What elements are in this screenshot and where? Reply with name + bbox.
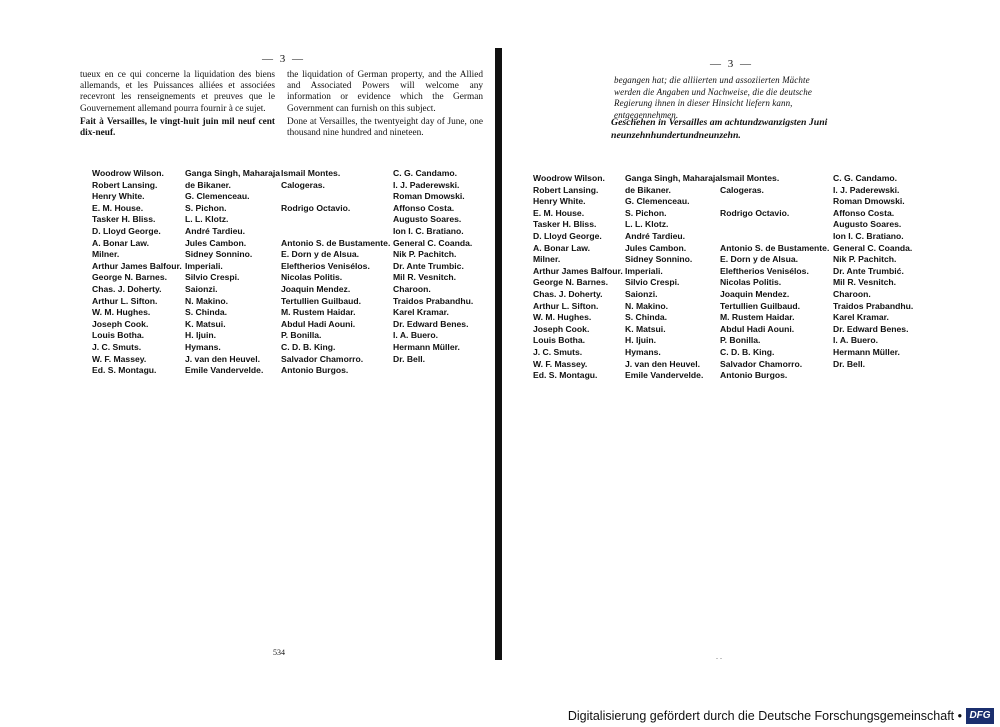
signatory-name: General C. Coanda.	[833, 242, 913, 253]
signatory-name: L. L. Klotz.	[185, 214, 229, 225]
signatory-name: Henry White.	[92, 191, 145, 202]
signatory-name: Jules Cambon.	[625, 242, 687, 253]
signatory-name: Antonio S. de Bustamente.	[281, 237, 391, 248]
signatory-name: Henry White.	[533, 196, 586, 207]
signatory-name: N. Makino.	[625, 300, 668, 311]
signatory-name: Tertullien Guilbaud.	[720, 300, 801, 311]
signatory-name: Robert Lansing.	[533, 184, 599, 195]
signatory-name: J. van den Heuvel.	[185, 353, 260, 364]
signatory-name: Dr. Edward Benes.	[833, 323, 909, 334]
signatory-name: Louis Botha.	[92, 330, 145, 341]
right-signatories-col-1	[533, 173, 623, 382]
signatory-name: Louis Botha.	[533, 335, 586, 346]
signatory-name: Salvador Chamorro.	[281, 353, 364, 364]
signatory-name: Milner.	[533, 254, 561, 265]
signatory-name: Robert Lansing.	[92, 179, 158, 190]
signatory-name: Antonio Burgos.	[281, 365, 349, 376]
left-page-number: — 3 —	[262, 53, 305, 65]
signatory-name: Silvio Crespi.	[625, 277, 680, 288]
signatory-name: Affonso Costa.	[393, 202, 455, 213]
signatory-name: Roman Dmowski.	[833, 196, 905, 207]
signatory-name: Woodrow Wilson.	[533, 173, 605, 183]
signatory-name: H. Ijuin.	[185, 330, 217, 341]
signatory-name: Roman Dmowski.	[393, 191, 465, 202]
signatory-name: Ismail Montes.	[281, 168, 341, 178]
signatory-name: Augusto Soares.	[833, 219, 902, 230]
signatory-name: A. Bonar Law.	[92, 237, 149, 248]
signatory-name: Emile Vandervelde.	[625, 370, 704, 381]
signatory-name: Mil R. Vesnitch.	[833, 277, 897, 288]
signatory-name: de Bikaner.	[185, 179, 231, 190]
signatory-name: Sidney Sonnino.	[185, 249, 253, 260]
signatory-name: S. Chinda.	[185, 307, 228, 318]
signatory-name: Ganga Singh, Maharaja	[185, 168, 281, 178]
signatory-name: Nicolas Politis.	[720, 277, 782, 288]
signatory-name: Arthur James Balfour.	[92, 260, 182, 271]
signatory-name: I. J. Paderewski.	[393, 179, 460, 190]
left-signatories-col-4	[393, 168, 473, 365]
signatory-name: G. Clemenceau.	[185, 191, 250, 202]
signatory-name	[281, 226, 390, 238]
signatory-name: I. J. Paderewski.	[833, 184, 900, 195]
signatory-name: Dr. Bell.	[833, 358, 865, 369]
left-signatories-col-2	[185, 168, 280, 377]
signatory-name: W. F. Massey.	[92, 353, 147, 364]
signatory-name: Abdul Hadi Aouni.	[720, 323, 795, 334]
signatory-name: Saionzi.	[185, 283, 218, 294]
signatory-name: Ismail Montes.	[720, 173, 780, 183]
signatory-name: Chas. J. Doherty.	[92, 283, 162, 294]
signatory-name: Tasker H. Bliss.	[92, 214, 156, 225]
signatory-name: Imperiali.	[625, 265, 663, 276]
right-signatories-col-2	[625, 173, 720, 382]
signatory-name: Antonio S. de Bustamente.	[720, 242, 830, 253]
signatory-name: Tertullien Guilbaud.	[281, 295, 362, 306]
signatory-name: D. Lloyd George.	[92, 225, 161, 236]
signatory-name: Arthur James Balfour.	[533, 265, 623, 276]
signatory-name: K. Matsui.	[625, 323, 666, 334]
french-closing-text: Fait à Versailles, le vingt-huit juin mil neuf cent dix-neuf.	[80, 117, 275, 139]
signatory-name: Joaquin Mendez.	[281, 283, 351, 294]
signatory-name: Joaquin Mendez.	[720, 288, 790, 299]
dfg-footer	[0, 700, 1000, 727]
signatory-name	[720, 219, 829, 231]
signatory-name: Dr. Ante Trumbic.	[393, 260, 464, 271]
signatory-name: C. D. B. King.	[281, 341, 336, 352]
signatory-name: Dr. Edward Benes.	[393, 318, 469, 329]
signatory-name: Dr. Bell.	[393, 353, 425, 364]
signatory-name: J. van den Heuvel.	[625, 358, 700, 369]
signatory-name	[281, 191, 390, 203]
signatory-name: S. Pichon.	[185, 202, 227, 213]
signatory-name: de Bikaner.	[625, 184, 671, 195]
signatory-name: Antonio Burgos.	[720, 370, 788, 381]
signatory-name: C. G. Candamo.	[393, 168, 457, 178]
signatory-name: C. G. Candamo.	[833, 173, 897, 183]
signatory-name	[720, 196, 829, 208]
signatory-name: Arthur L. Sifton.	[533, 300, 599, 311]
signatory-name: Augusto Soares.	[393, 214, 462, 225]
signatory-name: S. Pichon.	[625, 207, 667, 218]
left-signatories-col-3	[281, 168, 390, 377]
signatory-name: Charoon.	[393, 283, 431, 294]
signatory-name: Ion I. C. Bratiano.	[393, 225, 464, 236]
signatory-name: Traidos Prabandhu.	[393, 295, 474, 306]
left-folio: 534	[273, 648, 285, 657]
signatory-name: E. M. House.	[533, 207, 585, 218]
left-page	[0, 0, 497, 680]
dfg-logo-icon: DFG	[966, 708, 994, 724]
english-paragraph: the liquidation of German property, and the Allied and Associated Powers will welcome any information or evidence which the German Government can furnish on this subject.	[287, 70, 483, 114]
signatory-name: Ion I. C. Bratiano.	[833, 230, 904, 241]
signatory-name: P. Bonilla.	[720, 335, 761, 346]
signatory-name: Calogeras.	[720, 184, 764, 195]
signatory-name: Hymans.	[185, 341, 221, 352]
signatory-name: George N. Barnes.	[533, 277, 608, 288]
signatory-name: W. M. Hughes.	[533, 312, 592, 323]
signatory-name: Rodrigo Octavio.	[720, 207, 790, 218]
signatory-name: H. Ijuin.	[625, 335, 657, 346]
signatory-name: Silvio Crespi.	[185, 272, 240, 283]
signatory-name: Joseph Cook.	[533, 323, 590, 334]
signatory-name: L. L. Klotz.	[625, 219, 669, 230]
signatory-name: W. M. Hughes.	[92, 307, 151, 318]
french-closing	[80, 117, 275, 139]
signatory-name: Eleftherios Venisélos.	[720, 265, 809, 276]
signatory-name: Emile Vandervelde.	[185, 365, 264, 376]
dfg-footer-text: Digitalisierung gefördert durch die Deutsche Forschungsgemeinschaft •	[567, 709, 962, 723]
signatory-name: Hermann Müller.	[833, 346, 900, 357]
signatory-name: Ed. S. Montagu.	[92, 365, 157, 376]
signatory-name: Nicolas Politis.	[281, 272, 343, 283]
signatory-name: D. Lloyd George.	[533, 230, 602, 241]
signatory-name: Saionzi.	[625, 288, 658, 299]
right-page-marks: . .	[716, 652, 722, 661]
signatory-name: Arthur L. Sifton.	[92, 295, 158, 306]
signatory-name: Ganga Singh, Maharaja	[625, 173, 721, 183]
signatory-name: M. Rustem Haidar.	[281, 307, 356, 318]
right-signatories-col-3	[720, 173, 829, 382]
signatory-name	[720, 231, 829, 243]
signatory-name: Traidos Prabandhu.	[833, 300, 914, 311]
signatory-name: George N. Barnes.	[92, 272, 167, 283]
signatory-name: M. Rustem Haidar.	[720, 312, 795, 323]
signatory-name: Chas. J. Doherty.	[533, 288, 603, 299]
english-closing: Done at Versailles, the twentyeight day of June, one thousand nine hundred and nineteen.	[287, 117, 483, 139]
right-page	[503, 0, 1000, 680]
signatory-name: A. Bonar Law.	[533, 242, 590, 253]
signatory-name: Hymans.	[625, 346, 661, 357]
signatory-name: Mil R. Vesnitch.	[393, 272, 457, 283]
left-signatories-col-1	[92, 168, 182, 377]
signatory-name: Dr. Ante Trumbić.	[833, 265, 904, 276]
signatory-name: I. A. Buero.	[393, 330, 439, 341]
signatory-name: G. Clemenceau.	[625, 196, 690, 207]
signatory-name: Joseph Cook.	[92, 318, 149, 329]
signatory-name: W. F. Massey.	[533, 358, 588, 369]
signatory-name: K. Matsui.	[185, 318, 226, 329]
signatory-name: Abdul Hadi Aouni.	[281, 318, 356, 329]
signatory-name: Rodrigo Octavio.	[281, 202, 351, 213]
signatory-name: N. Makino.	[185, 295, 228, 306]
signatory-name	[281, 214, 390, 226]
signatory-name: André Tardieu.	[185, 225, 246, 236]
german-closing: Geschehen in Versailles am achtundzwanzigsten Juni neunzehnhundertundneunzehn.	[611, 117, 828, 141]
signatory-name: Calogeras.	[281, 179, 325, 190]
right-page-number: — 3 —	[710, 58, 753, 70]
signatory-name: E. Dorn y de Alsua.	[720, 254, 798, 265]
signatory-name: Affonso Costa.	[833, 207, 895, 218]
signatory-name: Ed. S. Montagu.	[533, 370, 598, 381]
signatory-name: Karel Kramar.	[393, 307, 449, 318]
signatory-name: I. A. Buero.	[833, 335, 879, 346]
signatory-name: Tasker H. Bliss.	[533, 219, 597, 230]
signatory-name: Imperiali.	[185, 260, 223, 271]
signatory-name: C. D. B. King.	[720, 346, 775, 357]
signatory-name: Charoon.	[833, 288, 871, 299]
signatory-name: Karel Kramar.	[833, 312, 889, 323]
signatory-name: General C. Coanda.	[393, 237, 473, 248]
signatory-name: Salvador Chamorro.	[720, 358, 803, 369]
french-paragraph: tueux en ce qui concerne la liquidation des biens allemands, et les Puissances alliées et associées recevront les renseignements et preuves que le Gouvernement allemand pourra fournir à ce sujet.	[80, 70, 275, 114]
signatory-name: S. Chinda.	[625, 312, 668, 323]
signatory-name: E. M. House.	[92, 202, 144, 213]
signatory-name: Jules Cambon.	[185, 237, 247, 248]
signatory-name: Sidney Sonnino.	[625, 254, 693, 265]
signatory-name: Milner.	[92, 249, 120, 260]
signatory-name: J. C. Smuts.	[92, 341, 142, 352]
signatory-name: J. C. Smuts.	[533, 346, 583, 357]
signatory-name: E. Dorn y de Alsua.	[281, 249, 359, 260]
signatory-name: Eleftherios Venisélos.	[281, 260, 370, 271]
book-spine	[495, 48, 502, 660]
right-signatories-col-4	[833, 173, 913, 370]
german-paragraph: begangen hat; die alliierten und assoziierten Mächte werden die Angaben und Nachweise, die die deutsche Regierung ihnen in dieser Hinsicht liefern kann, entgegennehmen.	[614, 75, 812, 120]
signatory-name: André Tardieu.	[625, 230, 686, 241]
signatory-name: Nik P. Pachitch.	[393, 249, 457, 260]
signatory-name: Nik P. Pachitch.	[833, 254, 897, 265]
signatory-name: P. Bonilla.	[281, 330, 322, 341]
signatory-name: Woodrow Wilson.	[92, 168, 164, 178]
signatory-name: Hermann Müller.	[393, 341, 460, 352]
